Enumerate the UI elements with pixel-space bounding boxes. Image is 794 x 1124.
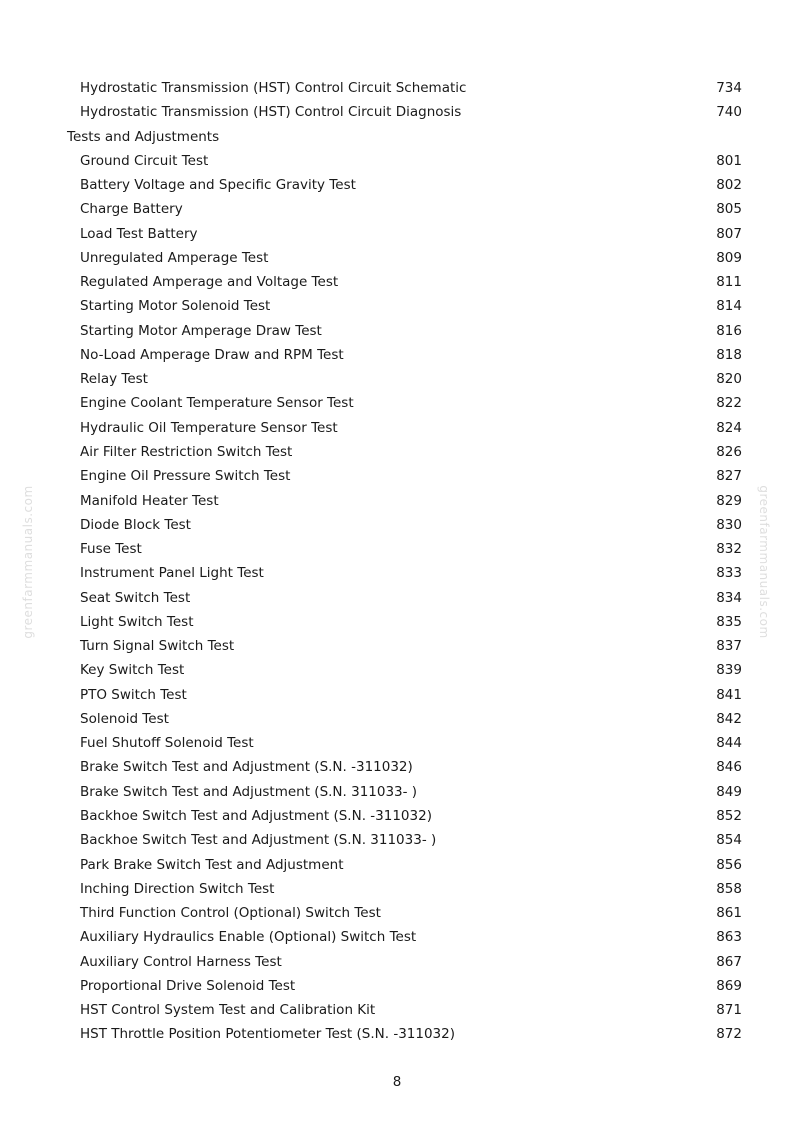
toc-entry-title: Diode Block Test bbox=[80, 516, 191, 533]
toc-entry-title: Key Switch Test bbox=[80, 662, 185, 679]
toc-entry-title: Tests and Adjustments bbox=[67, 128, 220, 145]
toc-entry bbox=[0, 537, 794, 561]
toc-entry bbox=[0, 901, 794, 925]
toc-entry-title: HST Control System Test and Calibration Kit bbox=[80, 1002, 376, 1019]
toc-entry-page: 852 bbox=[716, 807, 742, 824]
toc-entry bbox=[0, 319, 794, 343]
toc-entry-title: Brake Switch Test and Adjustment (S.N. -311032) bbox=[80, 759, 413, 776]
toc-entry-page: 801 bbox=[716, 152, 742, 169]
toc-entry bbox=[0, 489, 794, 513]
toc-entry-page: 849 bbox=[716, 783, 742, 800]
toc-entry-title: Engine Oil Pressure Switch Test bbox=[80, 468, 291, 485]
toc-entry-page: 740 bbox=[716, 104, 742, 121]
toc-entry-page: 839 bbox=[716, 662, 742, 679]
toc-entry-page: 856 bbox=[716, 856, 742, 873]
toc-entry-page: 820 bbox=[716, 371, 742, 388]
toc-entry bbox=[0, 440, 794, 464]
toc-entry bbox=[0, 246, 794, 270]
toc-entry-page: 734 bbox=[716, 80, 742, 96]
toc-entry bbox=[0, 707, 794, 731]
toc-entry bbox=[0, 100, 794, 124]
toc-entry bbox=[0, 561, 794, 585]
toc-entry-page: 822 bbox=[716, 395, 742, 412]
toc-entry-title: Backhoe Switch Test and Adjustment (S.N. -311032) bbox=[80, 807, 432, 824]
toc-entry-page: 829 bbox=[716, 492, 742, 509]
toc-entry bbox=[0, 222, 794, 246]
toc-entry-title: Engine Coolant Temperature Sensor Test bbox=[80, 395, 354, 412]
toc-entry bbox=[0, 974, 794, 998]
toc-entry bbox=[0, 416, 794, 440]
toc-entry-title: Battery Voltage and Specific Gravity Test bbox=[80, 177, 356, 194]
toc-entry-title: Park Brake Switch Test and Adjustment bbox=[80, 856, 344, 873]
toc-entry-page: 809 bbox=[716, 249, 742, 266]
toc-entry bbox=[0, 149, 794, 173]
toc-entry bbox=[0, 755, 794, 779]
toc-entry-title: Auxiliary Control Harness Test bbox=[80, 953, 282, 970]
toc-entry-page: 814 bbox=[716, 298, 742, 315]
toc-entry bbox=[0, 610, 794, 634]
toc-entry-title: Manifold Heater Test bbox=[80, 492, 219, 509]
toc-entry-page: 805 bbox=[716, 201, 742, 218]
toc-entry-page: 807 bbox=[716, 225, 742, 242]
toc-entry-page: 826 bbox=[716, 443, 742, 460]
toc-entry-title: Backhoe Switch Test and Adjustment (S.N. 311033- ) bbox=[80, 832, 437, 849]
toc-entry-title: Relay Test bbox=[80, 371, 148, 388]
toc-entry bbox=[0, 828, 794, 852]
toc-entry-title: HST Throttle Position Potentiometer Test (S.N. -311032) bbox=[80, 1026, 455, 1043]
toc-entry bbox=[0, 950, 794, 974]
toc-entry-title: Auxiliary Hydraulics Enable (Optional) Switch Test bbox=[80, 929, 417, 946]
toc-entry-title: Light Switch Test bbox=[80, 613, 194, 630]
toc-entry-title: Fuel Shutoff Solenoid Test bbox=[80, 735, 254, 752]
toc-entry-page: 842 bbox=[716, 710, 742, 727]
toc-entry-page: 827 bbox=[716, 468, 742, 485]
toc-entry bbox=[0, 270, 794, 294]
toc-entry bbox=[0, 877, 794, 901]
toc-entry-page: 872 bbox=[716, 1026, 742, 1043]
toc-section-heading bbox=[0, 125, 794, 149]
toc-entry bbox=[0, 853, 794, 877]
toc-entry-title: Hydrostatic Transmission (HST) Control Circuit Diagnosis bbox=[80, 104, 462, 121]
toc-entry-page: 867 bbox=[716, 953, 742, 970]
toc-entry bbox=[0, 294, 794, 318]
toc-entry-title: Seat Switch Test bbox=[80, 589, 191, 606]
toc-entry-page: 832 bbox=[716, 541, 742, 558]
toc-entry-title: Fuse Test bbox=[80, 541, 142, 558]
toc-entry-page: 841 bbox=[716, 686, 742, 703]
toc-entry-page: 802 bbox=[716, 177, 742, 194]
toc-entry bbox=[0, 804, 794, 828]
toc-entry-page: 811 bbox=[716, 274, 742, 291]
toc-entry bbox=[0, 925, 794, 949]
watermark-right: greenfarmmanuals.com bbox=[757, 485, 771, 639]
page-number: 8 bbox=[392, 1074, 402, 1090]
toc-entry bbox=[0, 197, 794, 221]
toc-entry bbox=[0, 391, 794, 415]
toc-entry bbox=[0, 683, 794, 707]
toc-entry bbox=[0, 731, 794, 755]
toc-entry-page: 834 bbox=[716, 589, 742, 606]
toc-entry-page: 844 bbox=[716, 735, 742, 752]
toc-entry-page: 833 bbox=[716, 565, 742, 582]
toc-entry-title: Hydraulic Oil Temperature Sensor Test bbox=[80, 419, 338, 436]
toc-entry-title: PTO Switch Test bbox=[80, 686, 187, 703]
toc-entry-page: 858 bbox=[716, 880, 742, 897]
toc-entry-page: 861 bbox=[716, 905, 742, 922]
toc-entry-title: Load Test Battery bbox=[80, 225, 198, 242]
toc-entry bbox=[0, 998, 794, 1022]
toc-entry bbox=[0, 780, 794, 804]
toc-entry-title: Charge Battery bbox=[80, 201, 183, 218]
toc-entry bbox=[0, 367, 794, 391]
toc-entry-title: Starting Motor Solenoid Test bbox=[80, 298, 271, 315]
toc-entry-title: Regulated Amperage and Voltage Test bbox=[80, 274, 339, 291]
table-of-contents bbox=[0, 76, 794, 1047]
toc-entry-title: Air Filter Restriction Switch Test bbox=[80, 443, 293, 460]
toc-entry-page: 871 bbox=[716, 1002, 742, 1019]
toc-entry-page: 863 bbox=[716, 929, 742, 946]
toc-entry-title: Solenoid Test bbox=[80, 710, 169, 727]
toc-entry-page: 835 bbox=[716, 613, 742, 630]
toc-entry-title: Proportional Drive Solenoid Test bbox=[80, 977, 296, 994]
watermark-left: greenfarmmanuals.com bbox=[21, 485, 35, 639]
toc-entry-page: 869 bbox=[716, 977, 742, 994]
toc-entry bbox=[0, 464, 794, 488]
toc-entry-title: Turn Signal Switch Test bbox=[80, 638, 235, 655]
toc-entry-title: Ground Circuit Test bbox=[80, 152, 209, 169]
toc-entry-page: 854 bbox=[716, 832, 742, 849]
toc-entry bbox=[0, 343, 794, 367]
toc-entry-title: Instrument Panel Light Test bbox=[80, 565, 264, 582]
toc-entry-page: 846 bbox=[716, 759, 742, 776]
toc-entry bbox=[0, 1022, 794, 1046]
toc-entry bbox=[0, 76, 794, 100]
toc-entry-title: Hydrostatic Transmission (HST) Control Circuit Schematic bbox=[80, 80, 467, 96]
toc-entry bbox=[0, 634, 794, 658]
toc-entry bbox=[0, 173, 794, 197]
toc-entry-title: No-Load Amperage Draw and RPM Test bbox=[80, 346, 344, 363]
toc-entry-page: 837 bbox=[716, 638, 742, 655]
toc-entry bbox=[0, 513, 794, 537]
toc-entry-page: 830 bbox=[716, 516, 742, 533]
toc-entry-title: Brake Switch Test and Adjustment (S.N. 311033- ) bbox=[80, 783, 418, 800]
toc-entry-page: 816 bbox=[716, 322, 742, 339]
toc-entry-page: 824 bbox=[716, 419, 742, 436]
toc-entry-title: Unregulated Amperage Test bbox=[80, 249, 269, 266]
toc-entry-page: 818 bbox=[716, 346, 742, 363]
toc-entry bbox=[0, 586, 794, 610]
toc-entry-title: Third Function Control (Optional) Switch Test bbox=[80, 905, 381, 922]
toc-entry-title: Starting Motor Amperage Draw Test bbox=[80, 322, 322, 339]
toc-entry bbox=[0, 658, 794, 682]
toc-entry-title: Inching Direction Switch Test bbox=[80, 880, 275, 897]
